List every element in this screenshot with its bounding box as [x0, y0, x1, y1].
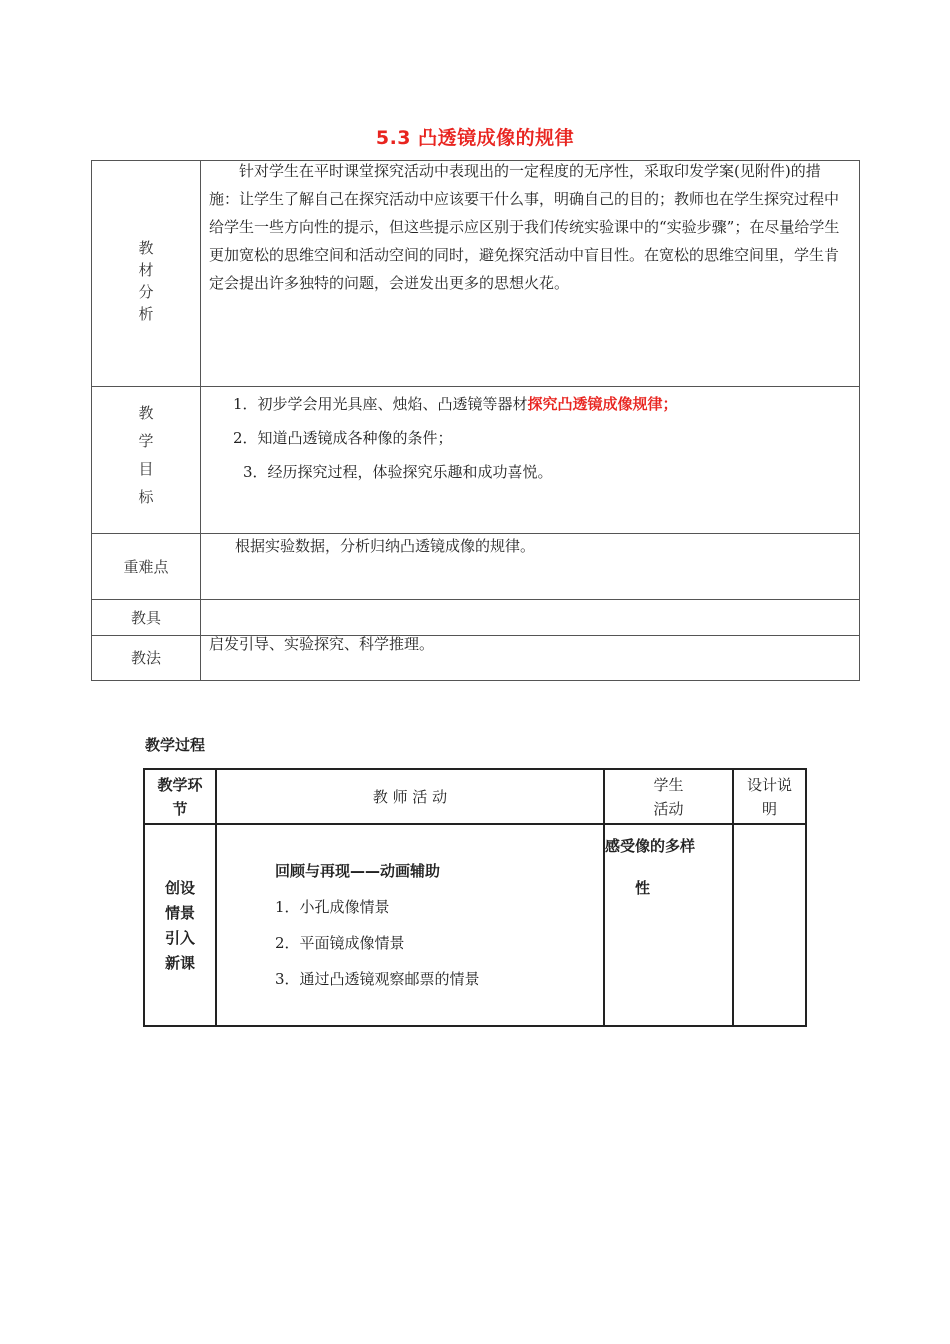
- header-teacher-activity: 教 师 活 动: [216, 769, 604, 824]
- tools-label: 教具: [92, 600, 201, 636]
- activity-item-3: 3．通过凸透镜观察邮票的情景: [275, 970, 480, 988]
- objectives-content: [201, 387, 860, 534]
- page-title: 5.3 凸透镜成像的规律: [375, 127, 575, 149]
- material-analysis-label: 教 材 分 析: [92, 161, 201, 387]
- stage-cell: 创设 情景 引入 新课: [144, 824, 216, 1026]
- material-analysis-text: 针对学生在平时课堂探究活动中表现出的一定程度的无序性，采取印发学案(见附件)的措施：让学生了解自己在探究活动中应该要干什么事，明确自己的目的；教师也在学生探究过程中给学生一些方向性的提示，但这些提示应区别于我们传统实验课中的“实验步骤”；在尽量给学生更加宽松的思维空间和活动空间的同时，避免探究活动中盲目性。在宽松的思维空间里，学生肯定会提出许多独特的问题，会迸发出更多的思想火花。: [209, 162, 840, 292]
- key-points-content: 根据实验数据，分析归纳凸透镜成像的规律。: [201, 534, 860, 600]
- objective-item-1: 1．初步学会用光具座、烛焰、凸透镜等器材探究凸透镜成像规律；: [233, 395, 678, 413]
- key-points-label: 重难点: [92, 534, 201, 600]
- objective-item-2: 2．知道凸透镜成各种像的条件；: [233, 429, 453, 447]
- teacher-activity-cell: [216, 824, 604, 1026]
- methods-label: 教法: [92, 636, 201, 681]
- material-analysis-content: [201, 161, 860, 387]
- activity-item-1: 1．小孔成像情景: [275, 898, 390, 916]
- activity-title: 回顾与再现——动画辅助: [275, 862, 441, 880]
- activity-item-2: 2．平面镜成像情景: [275, 934, 405, 952]
- objective-item-3: 3．经历探究过程，体验探究乐趣和成功喜悦。: [243, 463, 553, 481]
- header-design-notes: 设计说 明: [733, 769, 806, 824]
- design-notes-cell: [733, 824, 806, 1026]
- student-activity-cell: 感受像的多样 性: [604, 824, 733, 1026]
- teaching-process-table: [143, 768, 807, 1027]
- methods-content: 启发引导、实验探究、科学推理。: [201, 636, 860, 681]
- objective-highlight: 探究凸透镜成像规律；: [527, 395, 678, 413]
- objectives-label: 教 学 目 标: [92, 387, 201, 534]
- header-stage: 教学环 节: [144, 769, 216, 824]
- process-section-label: 教学过程: [145, 736, 206, 754]
- header-student-activity: 学生 活动: [604, 769, 733, 824]
- lesson-info-table: [91, 160, 860, 681]
